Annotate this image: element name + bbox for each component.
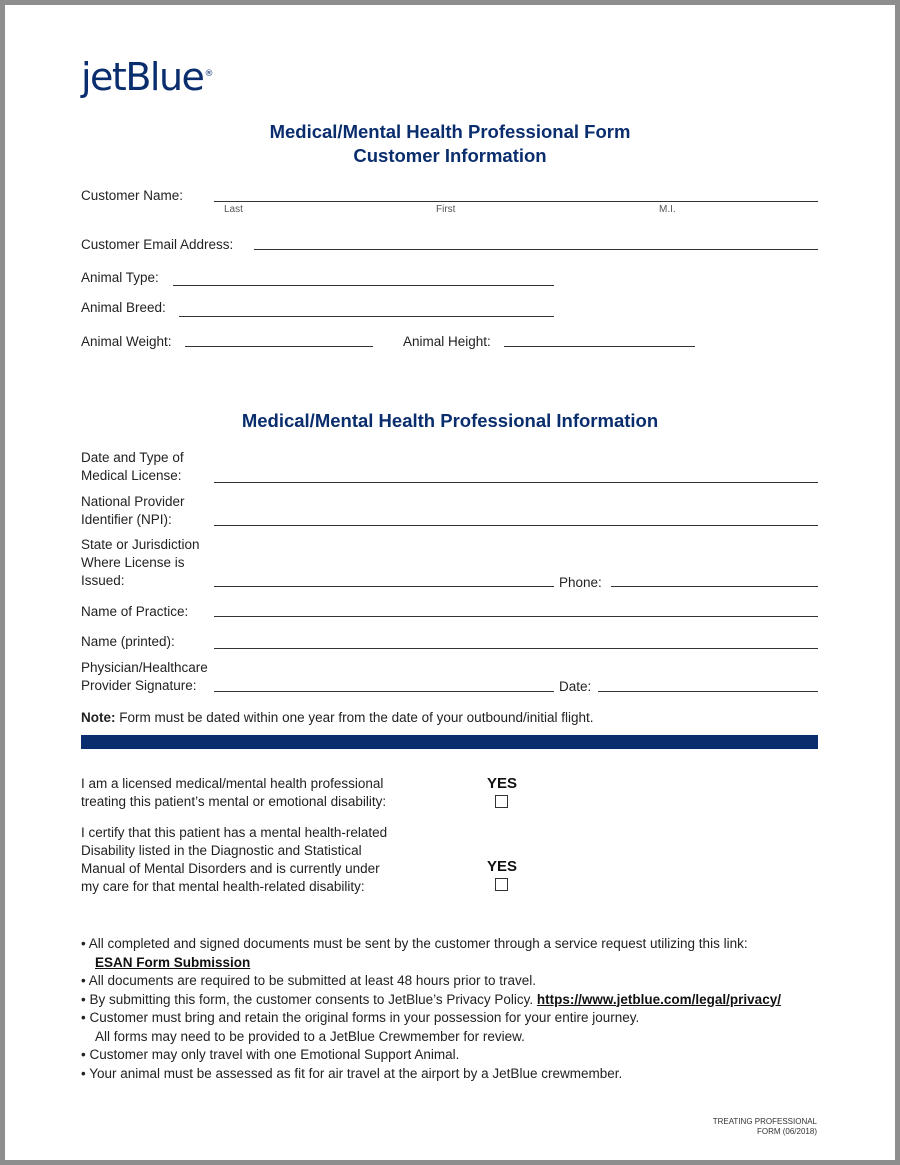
- form-page: [5, 5, 895, 1160]
- q2-yes-checkbox[interactable]: [495, 878, 508, 891]
- bullet-list: [81, 935, 781, 1083]
- animal-height-label: Animal Height:: [403, 334, 491, 349]
- certify-q1-text: I am a licensed medical/mental health professional treating this patient’s mental or emotional disability:: [81, 776, 387, 809]
- q1-yes-checkbox[interactable]: [495, 795, 508, 808]
- first-name-caption: First: [436, 204, 456, 215]
- form-subtitle: Customer Information: [353, 145, 547, 166]
- license-field[interactable]: [214, 482, 818, 483]
- state-jurisdiction-label: State or Jurisdiction Where License is Issued:: [81, 537, 200, 588]
- q2-yes-label: YES: [487, 858, 518, 875]
- practice-field[interactable]: [214, 616, 818, 617]
- npi-label: National Provider Identifier (NPI):: [81, 494, 185, 527]
- esan-form-link[interactable]: ESAN Form Submission: [95, 954, 251, 970]
- signature-label: Physician/Healthcare Provider Signature:: [81, 660, 208, 693]
- printed-name-label: Name (printed):: [81, 634, 175, 649]
- bullet-privacy: • By submitting this form, the customer consents to JetBlue’s Privacy Policy. https://www.jetblue.com/legal/privacy/: [81, 991, 781, 1007]
- date-field[interactable]: [598, 691, 818, 692]
- printed-name-field[interactable]: [214, 648, 818, 649]
- animal-breed-field[interactable]: [179, 316, 554, 317]
- customer-email-field[interactable]: [254, 249, 818, 250]
- animal-weight-field[interactable]: [185, 346, 373, 347]
- form-version-footer: TREATING PROFESSIONAL FORM (06/2018): [712, 1117, 817, 1136]
- signature-field[interactable]: [214, 691, 554, 692]
- certify-q2-text: I certify that this patient has a mental health-related Disability listed in the Diagnostic and Statistical Manual of Mental Disorders and is currently under my care for that mental health-related disability:: [81, 825, 388, 894]
- practice-label: Name of Practice:: [81, 604, 189, 619]
- last-name-caption: Last: [224, 204, 243, 215]
- license-label: Date and Type of Medical License:: [81, 450, 184, 483]
- form-title: Medical/Mental Health Professional Form: [269, 121, 631, 142]
- bullet-assessed: • Your animal must be assessed as fit for air travel at the airport by a JetBlue crewmember.: [81, 1065, 623, 1081]
- customer-name-label: Customer Name:: [81, 188, 184, 203]
- animal-height-field[interactable]: [504, 346, 695, 347]
- professional-section-title: Medical/Mental Health Professional Information: [241, 410, 659, 431]
- bullet-one-animal: • Customer may only travel with one Emotional Support Animal.: [81, 1047, 460, 1062]
- animal-type-field[interactable]: [173, 285, 554, 286]
- bullet-retain-forms-cont: All forms may need to be provided to a JetBlue Crewmember for review.: [95, 1028, 525, 1044]
- phone-label: Phone:: [559, 575, 602, 590]
- jetblue-logo: jetBlue®: [81, 55, 214, 99]
- bullet-48-hours: • All documents are required to be submitted at least 48 hours prior to travel.: [81, 973, 536, 988]
- divider-bar: [81, 735, 818, 749]
- bullet-submit: • All completed and signed documents must be sent by the customer through a service request utilizing this link:: [81, 936, 748, 951]
- note-text: Note: Form must be dated within one year from the date of your outbound/initial flight.: [81, 710, 594, 725]
- q1-yes-label: YES: [487, 775, 518, 792]
- bullet-retain-forms: • Customer must bring and retain the original forms in your possession for your entire journey.: [81, 1010, 640, 1025]
- customer-email-label: Customer Email Address:: [81, 237, 234, 252]
- state-jurisdiction-field[interactable]: [214, 586, 554, 587]
- privacy-link[interactable]: https://www.jetblue.com/legal/privacy/: [536, 991, 781, 1007]
- animal-breed-label: Animal Breed:: [81, 300, 166, 315]
- phone-field[interactable]: [611, 586, 818, 587]
- animal-weight-label: Animal Weight:: [81, 334, 172, 349]
- middle-initial-caption: M.I.: [659, 204, 676, 215]
- customer-name-field[interactable]: [214, 201, 818, 202]
- animal-type-label: Animal Type:: [81, 270, 159, 285]
- npi-field[interactable]: [214, 525, 818, 526]
- date-label: Date:: [559, 679, 592, 694]
